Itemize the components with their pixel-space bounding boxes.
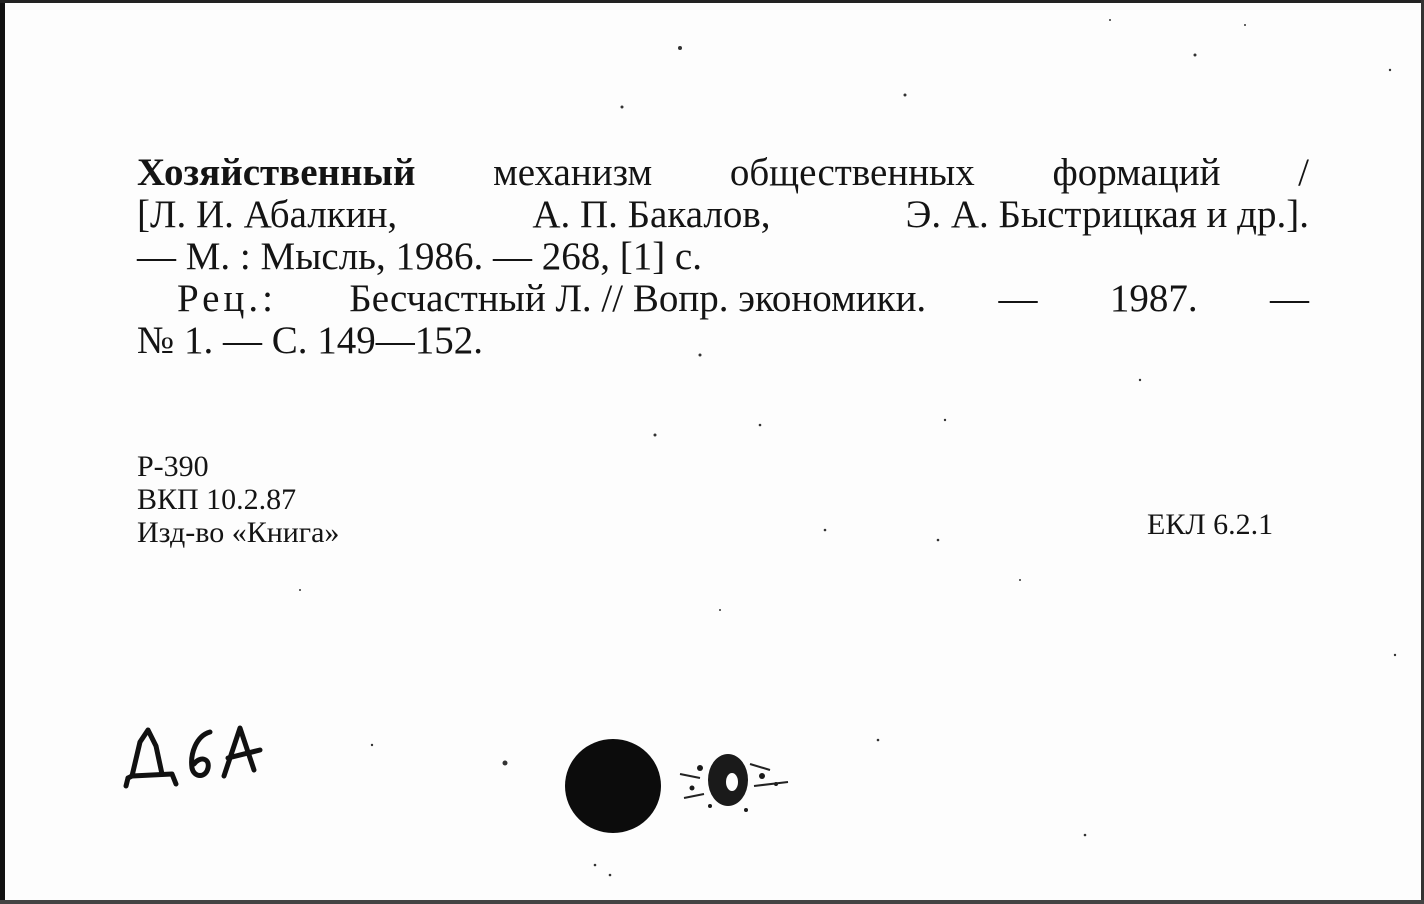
- entry-author: А. П. Бакалов,: [532, 193, 771, 236]
- bibliographic-entry: [137, 152, 1309, 362]
- meta-code: Р-390: [137, 450, 209, 483]
- entry-author: Э. А. Быстрицкая и др.].: [905, 193, 1309, 236]
- entry-review: [137, 278, 1309, 320]
- entry-author: [Л. И. Абалкин,: [137, 193, 398, 236]
- review-dash: —: [1269, 277, 1309, 320]
- card-meta: [137, 450, 339, 549]
- ekl-code: ЕКЛ 6.2.1: [1147, 508, 1274, 541]
- review-label: Рец.:: [177, 277, 277, 320]
- entry-imprint: — М. : Мысль, 1986. — 268, [1] с.: [137, 235, 702, 278]
- entry-title-word: формаций: [1052, 151, 1221, 194]
- entry-title-word: Хозяйственный: [137, 151, 416, 194]
- entry-line-2: [137, 194, 1309, 236]
- handwritten-mark: [120, 720, 270, 800]
- meta-vkp: ВКП 10.2.87: [137, 483, 297, 516]
- review-source: Бесчастный Л. // Вопр. экономики.: [349, 277, 927, 320]
- meta-publisher: Изд-во «Книга»: [137, 516, 340, 549]
- punch-hole: [565, 739, 661, 833]
- review-year: 1987.: [1109, 277, 1198, 320]
- review-dash: —: [998, 277, 1038, 320]
- entry-title-word: общественных: [729, 151, 975, 194]
- ink-smudge: [670, 740, 800, 820]
- entry-review-pages: № 1. — С. 149—152.: [137, 319, 483, 362]
- entry-title-slash: /: [1298, 151, 1309, 194]
- entry-title-word: механизм: [493, 151, 653, 194]
- entry-line-1: [137, 152, 1309, 194]
